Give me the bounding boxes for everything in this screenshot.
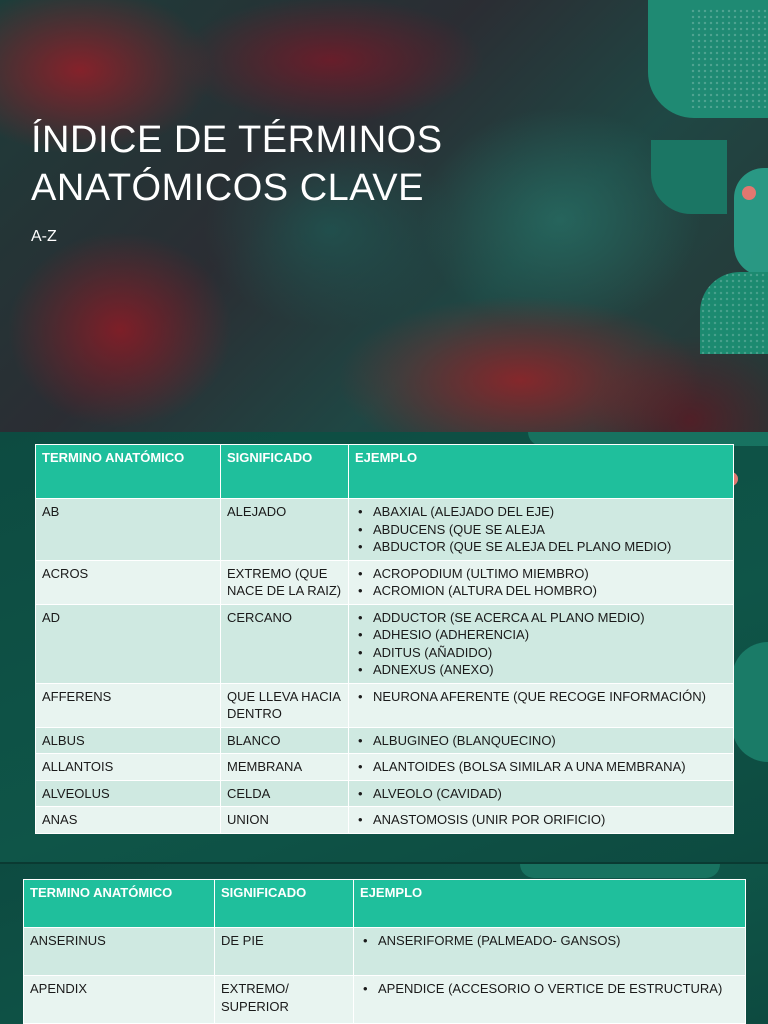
meaning-cell: QUE LLEVA HACIA DENTRO: [221, 683, 349, 727]
term-cell: APENDIX: [24, 976, 215, 1024]
example-cell: [354, 976, 746, 1024]
example-item: • ADDUCTOR (SE ACERCA AL PLANO MEDIO): [355, 609, 727, 627]
term-cell: AFFERENS: [36, 683, 221, 727]
example-item: • ADITUS (AÑADIDO): [355, 644, 727, 662]
example-cell: [349, 754, 734, 781]
term-cell: ANSERINUS: [24, 928, 215, 976]
header-example: EJEMPLO: [349, 445, 734, 499]
example-cell: [349, 807, 734, 834]
table-row: [36, 780, 734, 807]
example-cell: [349, 780, 734, 807]
example-item: • ABAXIAL (ALEJADO DEL EJE): [355, 503, 727, 521]
table-row: [24, 928, 746, 976]
meaning-cell: CELDA: [221, 780, 349, 807]
header-term: TERMINO ANATÓMICO: [36, 445, 221, 499]
table-row: [36, 499, 734, 561]
table-slide-2: [0, 862, 768, 1024]
term-cell: AD: [36, 604, 221, 683]
header-meaning: SIGNIFICADO: [221, 445, 349, 499]
meaning-cell: EXTREMO (QUE NACE DE LA RAIZ): [221, 560, 349, 604]
slide-title-line-2: ANATÓMICOS CLAVE: [31, 167, 424, 209]
terms-table-1: [35, 444, 734, 834]
table-header-row: [36, 445, 734, 499]
example-cell: [354, 928, 746, 976]
example-item: • ABDUCENS (QUE SE ALEJA: [355, 521, 727, 539]
table-row: [36, 604, 734, 683]
slide-title: [31, 116, 443, 212]
slide-subtitle: A-Z: [31, 228, 57, 245]
table-row: [36, 754, 734, 781]
meaning-cell: ALEJADO: [221, 499, 349, 561]
table-row: [36, 560, 734, 604]
term-cell: AB: [36, 499, 221, 561]
table-row: [24, 976, 746, 1024]
meaning-cell: CERCANO: [221, 604, 349, 683]
table-slide-1: [0, 432, 768, 862]
term-cell: ACROS: [36, 560, 221, 604]
decorative-dot-pattern: [690, 8, 768, 108]
table-row: [36, 727, 734, 754]
example-item: • ALANTOIDES (BOLSA SIMILAR A UNA MEMBRANA): [355, 758, 727, 776]
example-item: • ABDUCTOR (QUE SE ALEJA DEL PLANO MEDIO): [355, 538, 727, 556]
header-example: EJEMPLO: [354, 880, 746, 928]
decorative-leaf-shape: [520, 864, 720, 878]
header-meaning: SIGNIFICADO: [215, 880, 354, 928]
meaning-cell: BLANCO: [221, 727, 349, 754]
term-cell: ALVEOLUS: [36, 780, 221, 807]
title-slide: [0, 0, 768, 432]
example-cell: [349, 604, 734, 683]
decorative-leaf-shape: [734, 168, 768, 276]
decorative-dot: [742, 186, 756, 200]
example-item: • APENDICE (ACCESORIO O VERTICE DE ESTRUCTURA): [360, 980, 739, 998]
table-header-row: [24, 880, 746, 928]
meaning-cell: EXTREMO/ SUPERIOR: [215, 976, 354, 1024]
example-item: • ACROMION (ALTURA DEL HOMBRO): [355, 582, 727, 600]
example-item: • ANASTOMOSIS (UNIR POR ORIFICIO): [355, 811, 727, 829]
example-item: • NEURONA AFERENTE (QUE RECOGE INFORMACIÓN): [355, 688, 727, 706]
table-row: [36, 807, 734, 834]
example-cell: [349, 727, 734, 754]
decorative-leaf-shape: [651, 140, 727, 214]
example-cell: [349, 499, 734, 561]
example-item: • ANSERIFORME (PALMEADO- GANSOS): [360, 932, 739, 950]
term-cell: ANAS: [36, 807, 221, 834]
meaning-cell: MEMBRANA: [221, 754, 349, 781]
example-item: • ACROPODIUM (ULTIMO MIEMBRO): [355, 565, 727, 583]
term-cell: ALLANTOIS: [36, 754, 221, 781]
terms-table-2: [23, 879, 746, 1024]
example-item: • ADNEXUS (ANEXO): [355, 661, 727, 679]
meaning-cell: DE PIE: [215, 928, 354, 976]
example-item: • ALVEOLO (CAVIDAD): [355, 785, 727, 803]
header-term: TERMINO ANATÓMICO: [24, 880, 215, 928]
example-item: • ALBUGINEO (BLANQUECINO): [355, 732, 727, 750]
example-cell: [349, 560, 734, 604]
example-cell: [349, 683, 734, 727]
term-cell: ALBUS: [36, 727, 221, 754]
table-row: [36, 683, 734, 727]
decorative-leaf-shape: [700, 272, 768, 354]
slide-title-line-1: ÍNDICE DE TÉRMINOS: [31, 119, 443, 161]
decorative-leaf-shape: [732, 642, 768, 762]
meaning-cell: UNION: [221, 807, 349, 834]
example-item: • ADHESIO (ADHERENCIA): [355, 626, 727, 644]
